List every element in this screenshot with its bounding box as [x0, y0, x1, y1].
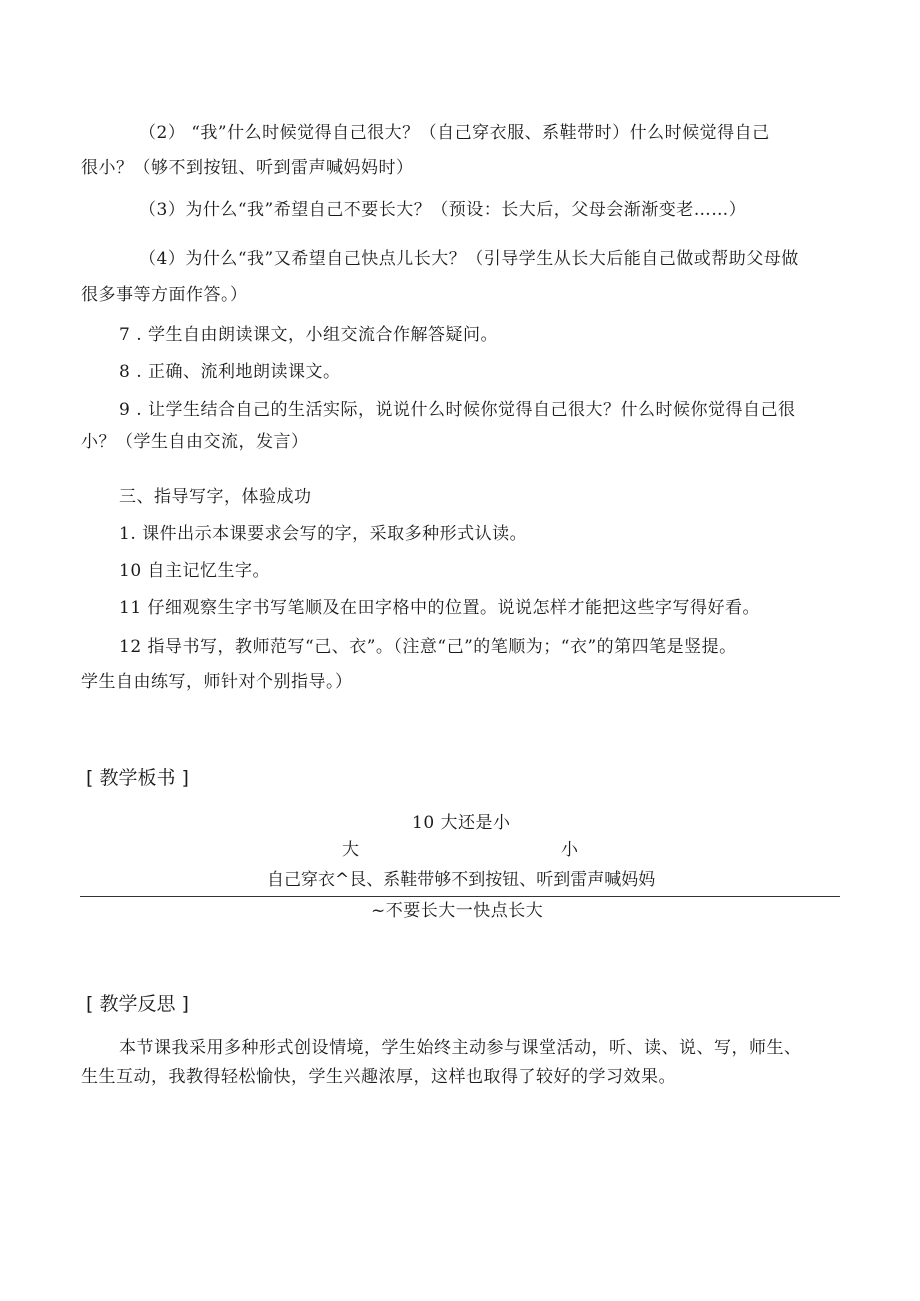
step-8: 8 . 正确、流利地朗读课文。: [119, 362, 341, 382]
reflection-line-2: 生生互动，我教得轻松愉快，学生兴趣浓厚，这样也取得了较好的学习效果。: [81, 1067, 676, 1087]
board-detail-row: 自己穿衣^艮、系鞋带够不到按钮、听到雷声喊妈妈: [267, 870, 656, 890]
board-divider: [80, 896, 840, 897]
step-7: 7 . 学生自由朗读课文，小组交流合作解答疑问。: [119, 325, 499, 345]
board-right-label: 小: [561, 840, 579, 860]
step-9-line-1: 9 . 让学生结合自己的生活实际，说说什么时候你觉得自己很大？什么时候你觉得自己很: [119, 400, 796, 420]
question-2-line-1: （2） “我”什么时候觉得自己很大？（自己穿衣服、系鞋带时）什么时候觉得自己: [139, 123, 770, 143]
writing-step-10: 10 自主记忆生字。: [119, 561, 271, 581]
question-2-line-2: 很小？（够不到按钮、听到雷声喊妈妈时）: [81, 158, 414, 178]
board-heading: [ 教学板书 ]: [86, 767, 189, 789]
board-title: 10 大还是小: [412, 813, 511, 833]
question-3: （3）为什么“我”希望自己不要长大？（预设：长大后，父母会渐渐变老……）: [139, 200, 747, 220]
reflection-heading: [ 教学反思 ]: [86, 993, 189, 1015]
reflection-line-1: 本节课我采用多种形式创设情境，学生始终主动参与课堂活动，听、读、说、写，师生、: [119, 1038, 802, 1058]
question-4-line-2: 很多事等方面作答。）: [81, 285, 248, 305]
step-9-line-2: 小？（学生自由交流，发言）: [81, 432, 309, 452]
writing-step-12-line-1: 12 指导书写，教师范写“己、衣”。（注意“己”的笔顺为；“衣”的第四笔是竖提。: [119, 637, 737, 657]
writing-step-12-line-2: 学生自由练写，师针对个别指导。）: [81, 672, 353, 692]
board-left-label: 大: [342, 840, 360, 860]
board-bottom-row: ~不要长大一快点长大: [371, 901, 544, 921]
writing-step-11: 11 仔细观察生字书写笔顺及在田字格中的位置。说说怎样才能把这些字写得好看。: [119, 598, 761, 618]
writing-step-1: 1. 课件出示本课要求会写的字，采取多种形式认读。: [119, 524, 528, 544]
question-4-line-1: （4）为什么“我”又希望自己快点儿长大？（引导学生从长大后能自己做或帮助父母做: [139, 249, 799, 269]
section-3-heading: 三、指导写字，体验成功: [119, 487, 312, 507]
